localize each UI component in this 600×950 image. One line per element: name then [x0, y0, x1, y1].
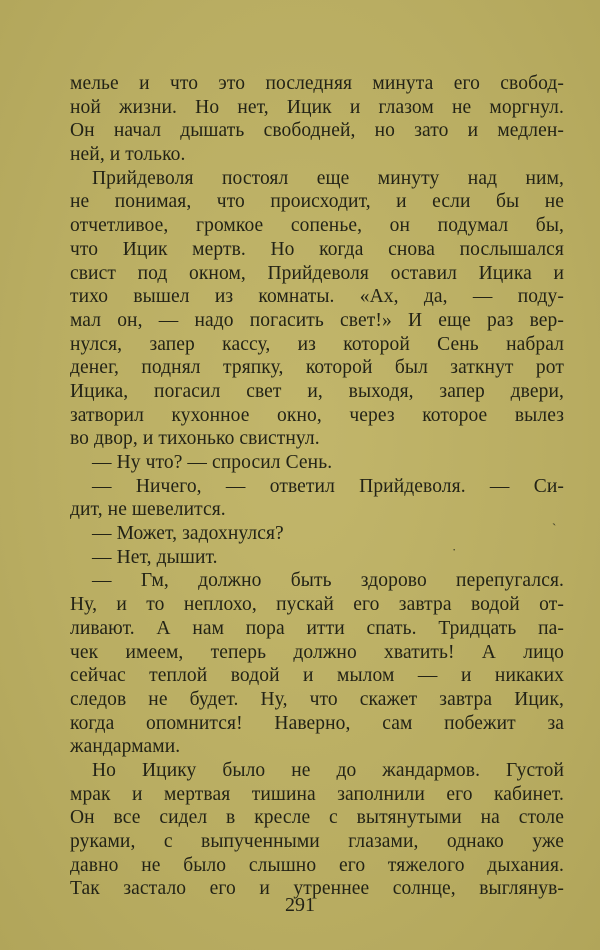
paragraph: [70, 522, 564, 546]
text-line: руками, с выпученными глазами, однако уже: [70, 831, 564, 852]
paragraph: [70, 72, 564, 167]
text-line: отчетливое, громкое сопенье, он подумал бы,: [70, 215, 564, 237]
text-line: жандармами.: [70, 736, 181, 758]
paragraph: [70, 569, 564, 759]
paragraph: [70, 475, 564, 522]
text-line: Ну, и то неплохо, пускай его завтра водой от-: [70, 594, 564, 616]
text-line: ливают. А нам пора итти спать. Тридцать па-: [70, 617, 564, 639]
text-line: ней, и только.: [70, 144, 186, 166]
text-line: Но Ицику было не до жандармов. Густой: [92, 759, 564, 781]
text-line: — Может, задохнулся?: [92, 523, 284, 545]
text-line: мрак и мертвая тишина заполнили его кабинет.: [70, 783, 564, 805]
text-line: Он начал дышать свободней, но зато и медлен-: [70, 120, 564, 142]
text-line: свист под окном, Прийдеволя оставил Ицика и: [70, 262, 564, 284]
text-line: сейчас теплой водой и мылом — и никаких: [70, 665, 564, 687]
text-line: чек имеем, теперь должно хватить! А лицо: [70, 641, 564, 663]
text-line: во двор, и тихонько свистнул.: [70, 428, 320, 450]
text-line: — Гм, должно быть здорово перепугался.: [92, 570, 564, 592]
text-line: нулся, запер кассу, из которой Сень набрал: [70, 333, 564, 355]
text-line: Так застало его и утреннее солнце, выглянув-: [70, 878, 564, 900]
paragraph: [70, 759, 564, 901]
text-line: — Нет, дышит.: [92, 546, 218, 568]
text-line: Он все сидел в кресле с вытянутыми на столе: [70, 807, 564, 829]
text-line: ной жизни. Но нет, Ицик и глазом не моргнул.: [70, 96, 564, 118]
text-line: затворил кухонное окно, через которое вылез: [70, 404, 564, 426]
print-speck: ˏ: [552, 511, 557, 526]
text-line: — Ничего, — ответил Прийдеволя. — Си-: [92, 475, 564, 497]
text-line: давно не было слышно его тяжелого дыхания.: [70, 854, 564, 876]
text-line: следов не будет. Ну, что скажет завтра Ицик,: [70, 688, 564, 710]
text-line: что Ицик мертв. Но когда снова послышался: [70, 238, 564, 260]
paragraph: [70, 167, 564, 451]
text-line: Прийдеволя постоял еще минуту над ним,: [92, 167, 564, 189]
page-number: 291: [285, 894, 315, 916]
text-line: не понимая, что происходит, и если бы не: [70, 191, 564, 213]
text-line: дит, не шевелится.: [70, 499, 226, 521]
body-text: [70, 72, 564, 901]
text-line: Ицика, погасил свет и, выходя, запер двери,: [70, 380, 564, 402]
paragraph: [70, 451, 564, 475]
text-line: тихо вышел из комнаты. «Ах, да, — поду-: [70, 286, 564, 308]
text-line: мелье и что это последняя минута его свобод-: [70, 73, 564, 94]
text-line: мал он, — надо погасить свет!» И еще раз вер-: [70, 309, 564, 331]
print-speck: ·: [452, 542, 457, 557]
text-line: — Ну что? — спросил Сень.: [92, 452, 333, 473]
paragraph: [70, 546, 564, 570]
text-line: денег, поднял тряпку, которой был заткнут рот: [70, 357, 564, 379]
text-line: когда опомнится! Наверно, сам побежит за: [70, 712, 564, 734]
